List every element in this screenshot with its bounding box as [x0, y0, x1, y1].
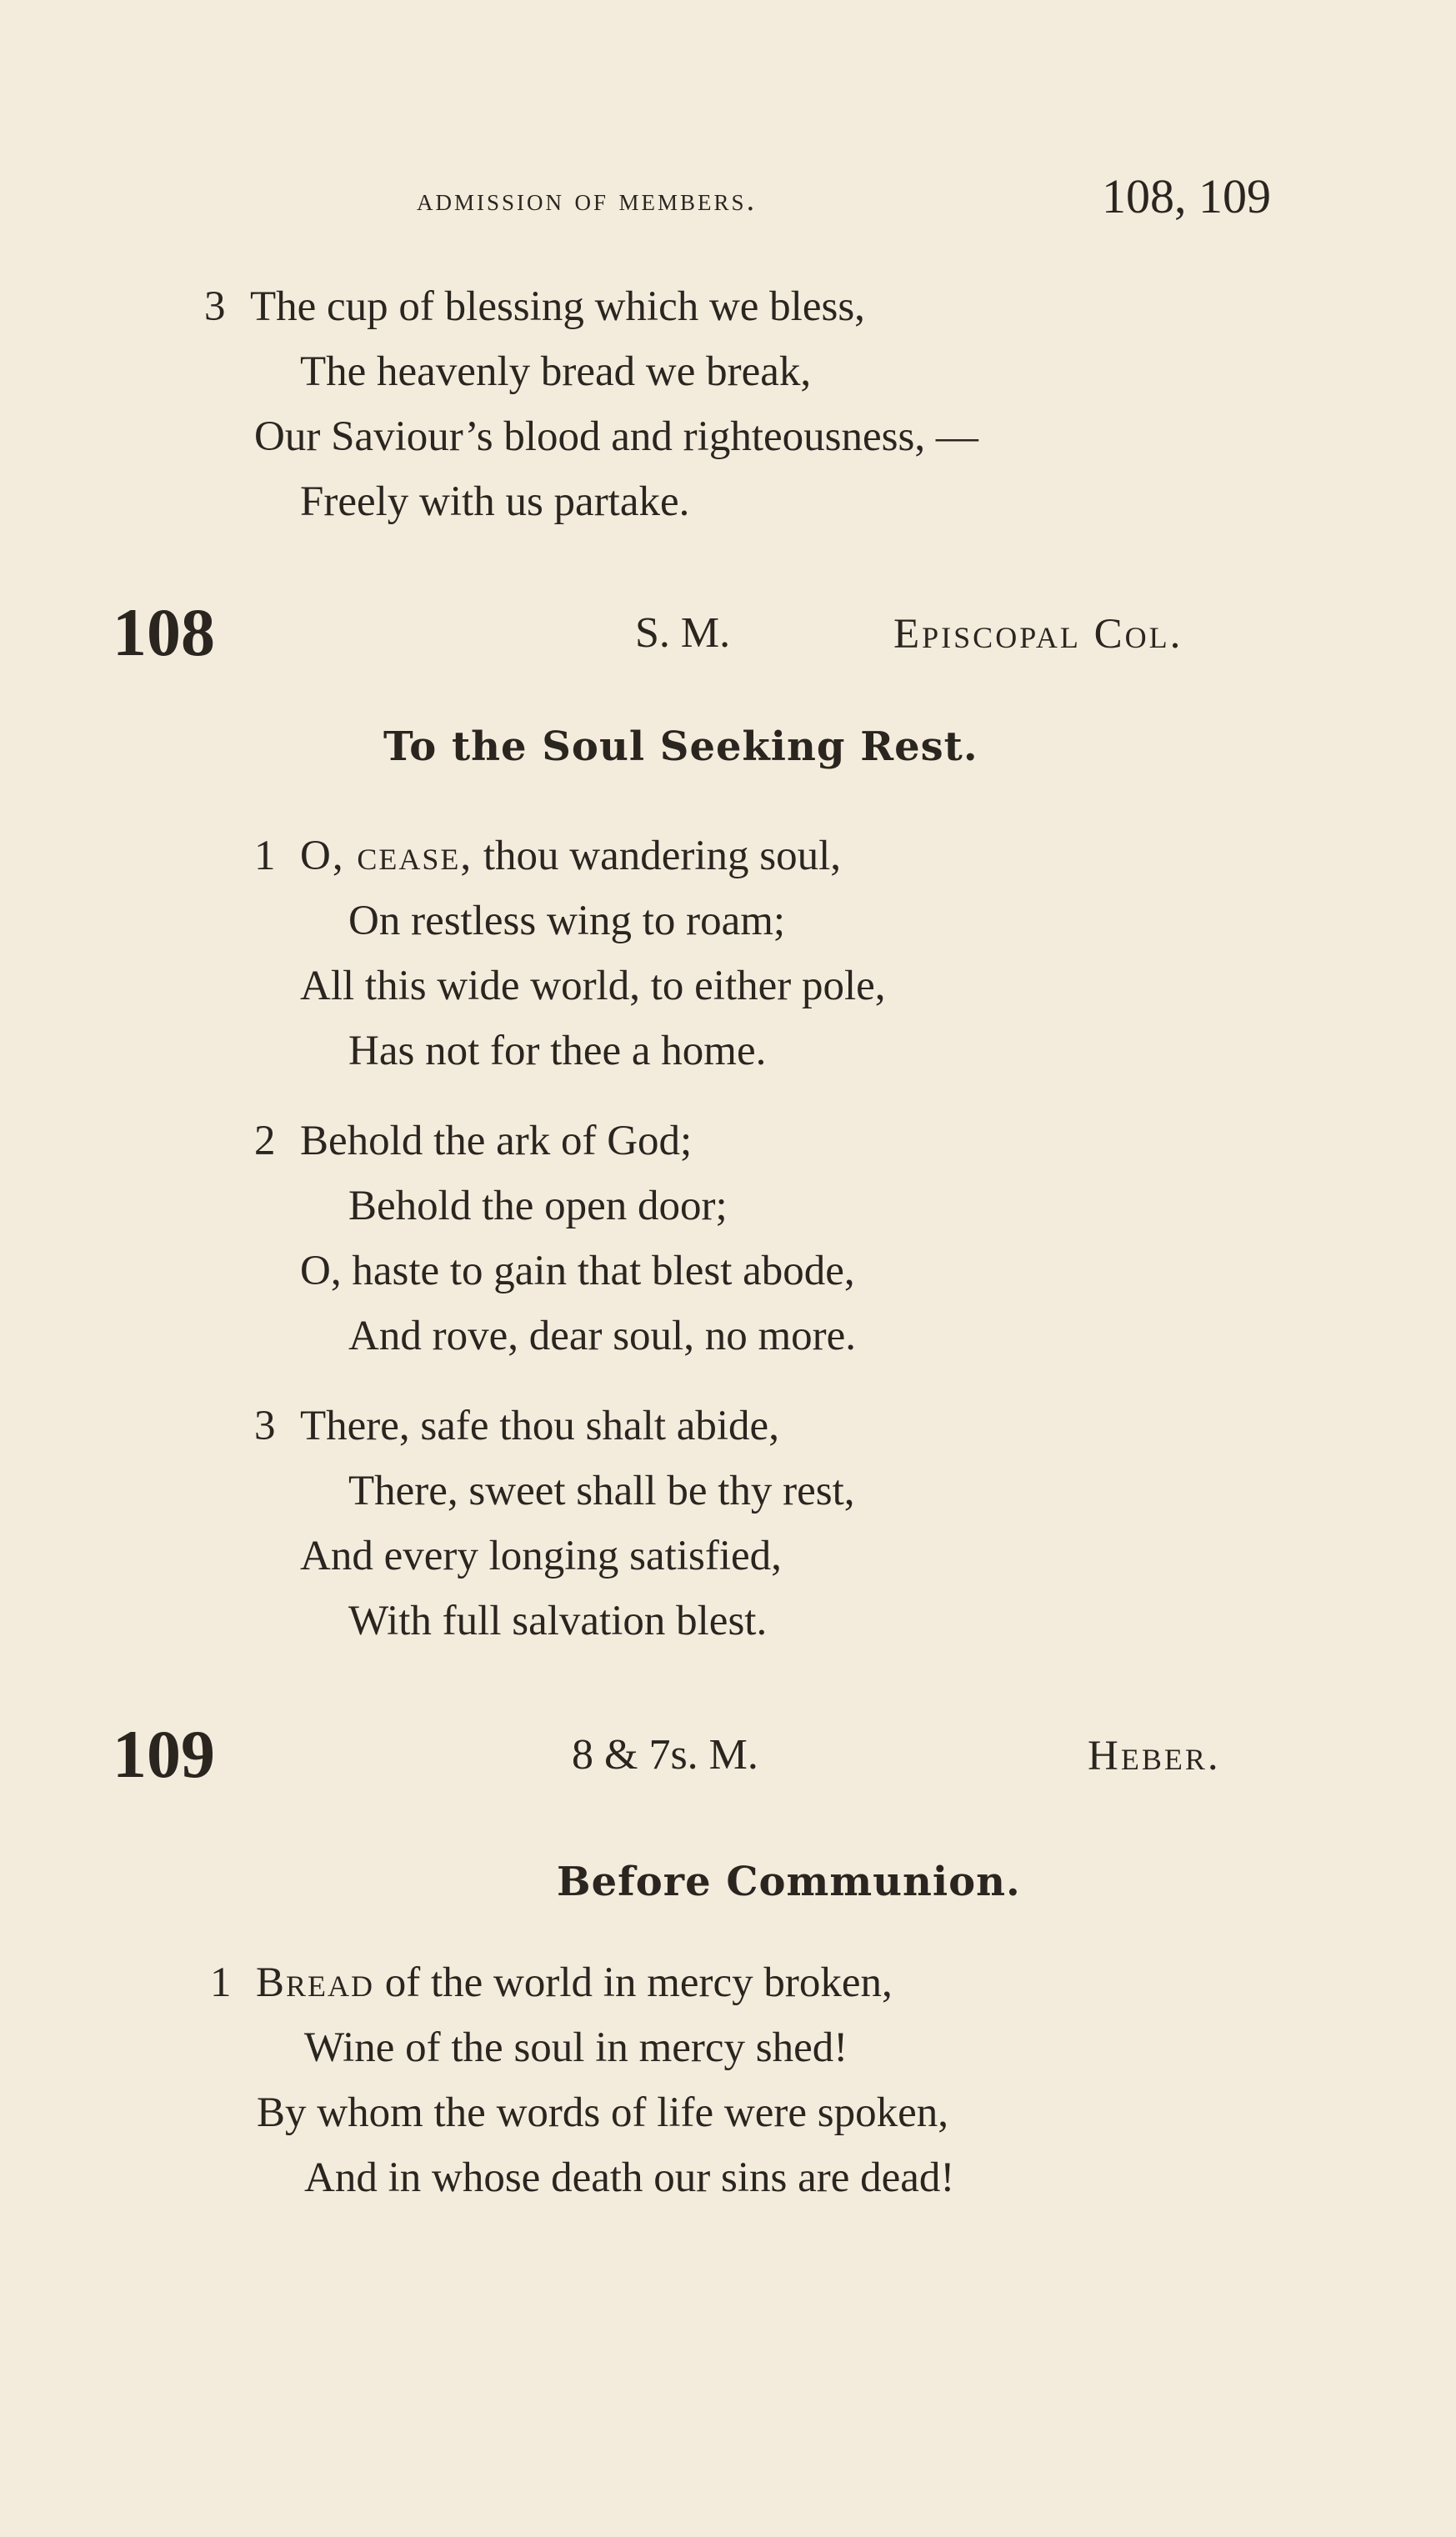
- verse-number: 1: [254, 833, 276, 879]
- verse-text: thou wandering soul,: [483, 833, 842, 879]
- verse-line: And in whose death our sins are dead!: [304, 2154, 955, 2201]
- verse-line: And every longing satisfied,: [300, 1533, 782, 1579]
- verse-text: Behold the ark of God;: [300, 1118, 693, 1164]
- running-head: admission of members.: [417, 183, 758, 218]
- verse-number: 3: [204, 283, 226, 330]
- verse-line: All this wide world, to either pole,: [300, 963, 886, 1009]
- hymn-title: Before Communion.: [557, 1859, 1021, 1905]
- verse-number: 2: [254, 1118, 276, 1164]
- verse-number: 3: [254, 1403, 276, 1449]
- verse-text: of the world in mercy broken,: [384, 1959, 893, 2006]
- verse-line: [254, 1405, 779, 1448]
- hymn-author: Heber.: [1088, 1733, 1221, 1779]
- verse-line: Behold the open door;: [348, 1183, 728, 1229]
- hymn-meter: 8 & 7s. M.: [572, 1731, 758, 1779]
- verse-line: The heavenly bread we break,: [300, 348, 812, 395]
- verse-first-word: Bread: [256, 1959, 375, 2006]
- verse-first-word: O, cease,: [300, 833, 473, 879]
- verse-line: Wine of the soul in mercy shed!: [304, 2024, 848, 2071]
- verse-line: Freely with us partake.: [300, 478, 690, 525]
- verse-line: Our Saviour’s blood and righteousness, —: [254, 413, 978, 460]
- verse-line: There, sweet shall be thy rest,: [348, 1468, 855, 1514]
- verse-line: [254, 1120, 692, 1163]
- hymn-author: Episcopal Col.: [893, 611, 1183, 658]
- hymn-meter: S. M.: [635, 609, 731, 657]
- verse-line: And rove, dear soul, no more.: [348, 1313, 857, 1359]
- verse-number: 1: [210, 1959, 232, 2006]
- verse-line: [210, 1959, 893, 2006]
- verse-line: [254, 835, 841, 878]
- hymn-title: To the Soul Seeking Rest.: [383, 723, 978, 770]
- verse-line: With full salvation blest.: [348, 1598, 768, 1644]
- verse-text: There, safe thou shalt abide,: [300, 1403, 779, 1449]
- verse-line: Has not for thee a home.: [348, 1028, 767, 1074]
- hymn-number: 109: [113, 1716, 215, 1792]
- verse-line: By whom the words of life were spoken,: [257, 2089, 948, 2136]
- verse-line: O, haste to gain that blest abode,: [300, 1248, 855, 1294]
- verse-line: On restless wing to roam;: [348, 898, 786, 944]
- hymn-number: 108: [113, 594, 215, 670]
- verse-line: [204, 283, 865, 330]
- page-numbers: 108, 109: [1102, 169, 1271, 223]
- verse-text: The cup of blessing which we bless,: [250, 283, 865, 330]
